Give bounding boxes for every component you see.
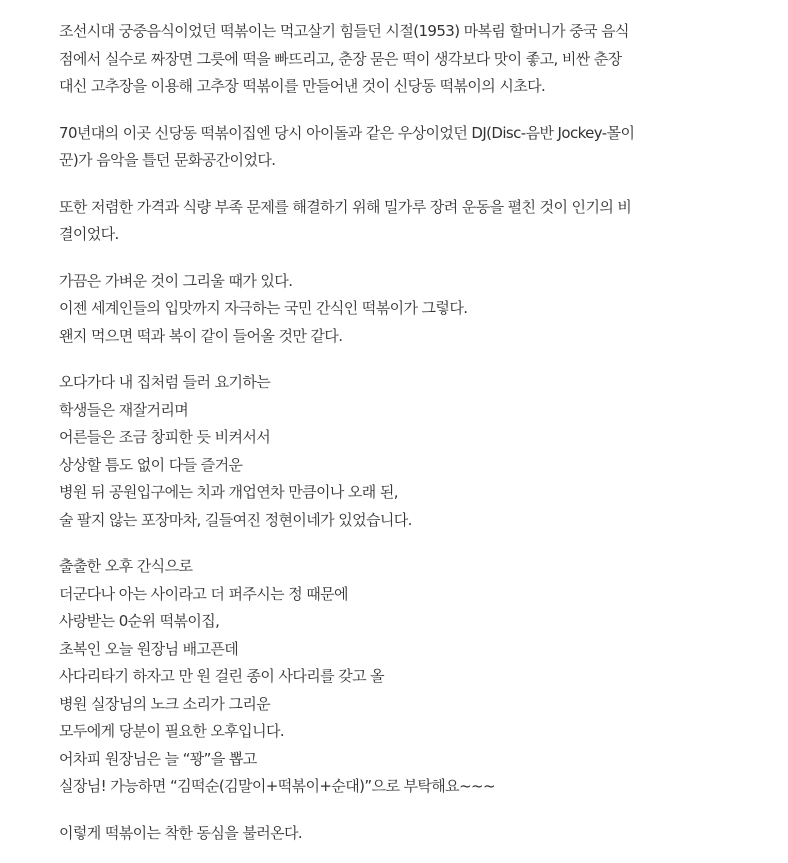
text-line: 더군다나 아는 사이라고 더 퍼주시는 정 때문에 <box>59 584 348 603</box>
text-line: 사다리타기 하자고 만 원 걸린 종이 사다리를 갖고 올 <box>59 667 385 685</box>
text-line: 조선시대 궁중음식이었던 떡볶이는 먹고살기 힘들던 시절(1953) 마복림 할머니가 중국 음식 <box>59 22 629 40</box>
paragraph-seventies <box>59 120 731 175</box>
paragraph-light-snack <box>59 268 731 351</box>
text-line: 가끔은 가벼운 것이 그리울 때가 있다. <box>59 271 293 290</box>
text-line: 출출한 오후 간식으로 <box>59 557 193 575</box>
text-line: 점에서 실수로 짜장면 그릇에 떡을 빠뜨리고, 춘장 묻은 떡이 생각보다 맛이 좋고, 비싼 춘장 <box>59 49 622 68</box>
text-line: 모두에게 당분이 필요한 오후입니다. <box>59 722 285 740</box>
text-line: 실장님! 가능하면 “김떡순(김말이+떡볶이+순대)”으로 부탁해요~~~ <box>59 777 495 795</box>
text-line: 대신 고추장을 이용해 고추장 떡볶이를 만들어낸 것이 신당동 떡볶이의 시초다. <box>59 77 546 95</box>
paragraph-gap <box>59 350 731 369</box>
paragraph-gap <box>59 801 731 820</box>
text-line: 사랑받는 0순위 떡볶이집, <box>59 612 220 630</box>
text-line: 꾼)가 음악을 틀던 문화공간이었다. <box>59 151 276 169</box>
paragraph-gap <box>59 101 731 120</box>
paragraph-closing <box>59 820 731 848</box>
paragraph-gap <box>59 249 731 268</box>
text-line: 상상할 틈도 없이 다들 즐거운 <box>59 455 243 474</box>
text-line: 왠지 먹으면 떡과 복이 같이 들어올 것만 같다. <box>59 326 343 345</box>
text-line: 술 팔지 않는 포장마차, 길들여진 정현이네가 있었습니다. <box>59 510 412 529</box>
text-line: 병원 뒤 공원입구에는 치과 개업연차 만큼이나 오래 된, <box>59 483 398 501</box>
paragraph-gap <box>59 175 731 194</box>
text-line: 학생들은 재잘거리며 <box>59 400 189 419</box>
paragraph-afternoon-snack <box>59 553 731 801</box>
paragraph-street-stall <box>59 369 731 534</box>
paragraph-history <box>59 18 731 101</box>
paragraph-popularity <box>59 194 731 249</box>
paragraph-gap <box>59 534 731 553</box>
text-line: 또한 저렴한 가격과 식량 부족 문제를 해결하기 위해 밀가루 장려 운동을 펼친 것이 인기의 비 <box>59 197 632 216</box>
text-line: 결이었다. <box>59 225 119 243</box>
text-line: 어차피 원장님은 늘 “꽝”을 뽑고 <box>59 749 257 768</box>
text-line: 70년대의 이곳 신당동 떡볶이집엔 당시 아이돌과 같은 우상이었던 DJ(Disc-음반 Jockey-몰이 <box>59 123 635 142</box>
text-line: 이렇게 떡볶이는 착한 동심을 불러온다. <box>59 823 303 842</box>
text-line: 이젠 세계인들의 입맛까지 자극하는 국민 간식인 떡볶이가 그렇다. <box>59 299 468 317</box>
text-line: 어른들은 조금 창피한 듯 비켜서서 <box>59 428 271 446</box>
article-body <box>59 18 731 847</box>
text-line: 병원 실장님의 노크 소리가 그리운 <box>59 694 271 713</box>
text-line: 초복인 오늘 원장님 배고픈데 <box>59 639 239 658</box>
text-line: 오다가다 내 집처럼 들러 요기하는 <box>59 373 271 391</box>
